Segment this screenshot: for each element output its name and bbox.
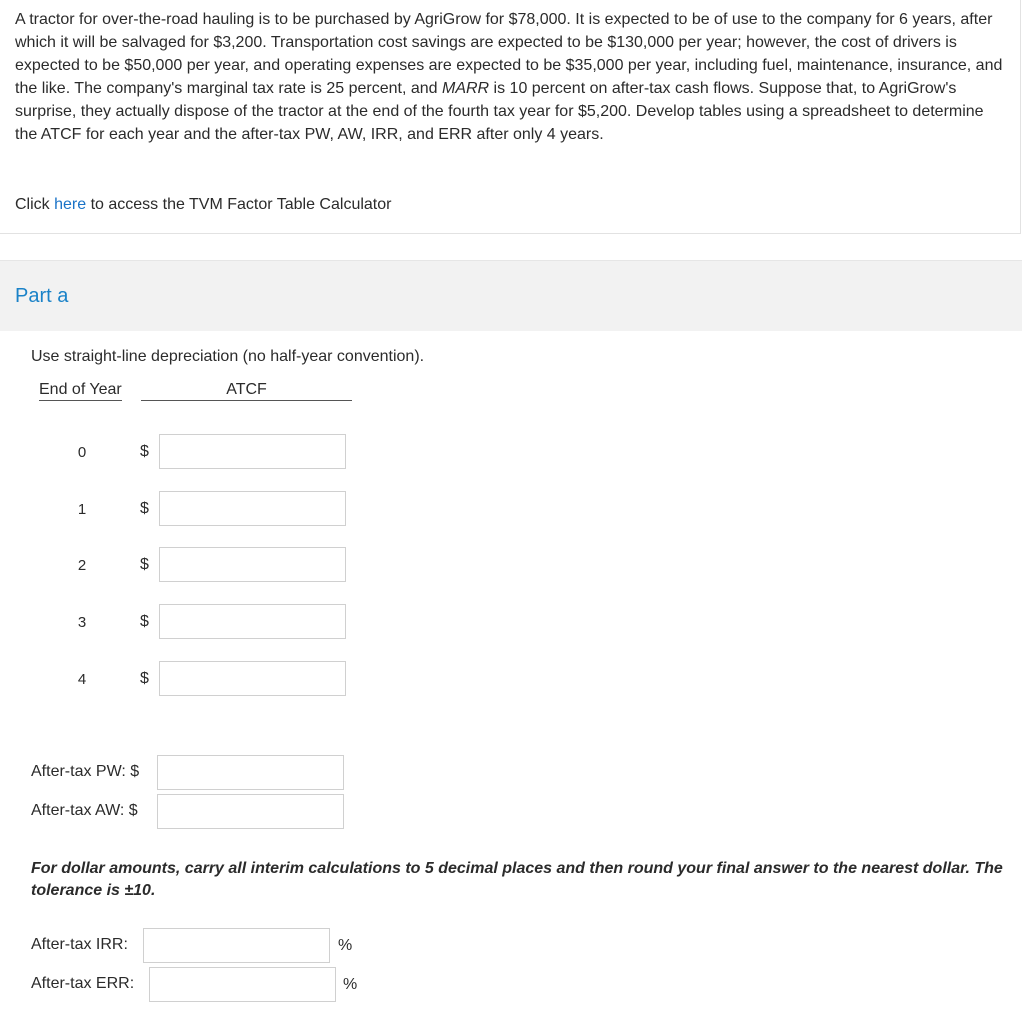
after-tax-err-label: After-tax ERR: — [31, 975, 135, 992]
marr-term: MARR — [441, 80, 490, 97]
dollar-sign: $ — [140, 500, 149, 517]
rounding-note: For dollar amounts, carry all interim calculations to 5 decimal places and then round your final answer to the nearest dollar. The tolerance is ±10. — [31, 860, 1003, 899]
atcf-input-year-2[interactable] — [159, 547, 346, 582]
dollar-sign: $ — [140, 556, 149, 573]
after-tax-err-input[interactable] — [149, 967, 336, 1002]
percent-sign: % — [338, 937, 353, 954]
year-label: 0 — [77, 444, 87, 461]
dollar-sign: $ — [140, 443, 149, 460]
year-label: 1 — [77, 501, 87, 518]
problem-text-1: A tractor for over-the-road hauling is to be purchased by AgriGrow for $78,000. It is expected to be of use to the company for 6 years, after which it will be salvaged for $3,200. Transportation cost savings are expected to be $130,000 per year; however, the cost of drivers is expected to be $50,000 per year, and operating expenses are expected to be $35,000 per year, including fuel, maintenance, insurance, and the like. The company's marginal tax rate is 25 percent, and — [15, 11, 1003, 97]
tvm-prefix: Click — [15, 196, 55, 213]
percent-sign: % — [343, 976, 358, 993]
column-header-atcf: ATCF — [141, 381, 352, 401]
problem-statement-card — [0, 0, 1021, 234]
atcf-input-year-1[interactable] — [159, 491, 346, 526]
year-label: 2 — [77, 557, 87, 574]
part-a-title: Part a — [15, 285, 69, 307]
atcf-input-year-3[interactable] — [159, 604, 346, 639]
after-tax-pw-label: After-tax PW: $ — [31, 763, 140, 780]
after-tax-irr-input[interactable] — [143, 928, 330, 963]
dollar-sign: $ — [140, 613, 149, 630]
part-a-header — [0, 260, 1022, 331]
problem-text-2: is 10 percent on after-tax cash flows. Suppose that, to AgriGrow's surprise, they actually dispose of the tractor at the end of the fourth tax year for $5,200. Develop tables using a spreadsheet to determine the ATCF for each year and the after-tax PW, AW, IRR, and ERR after only 4 years. — [15, 80, 984, 143]
after-tax-aw-input[interactable] — [157, 794, 344, 829]
after-tax-aw-label: After-tax AW: $ — [31, 802, 138, 819]
tvm-calculator-line — [15, 196, 391, 214]
problem-statement — [15, 8, 1005, 146]
atcf-input-year-4[interactable] — [159, 661, 346, 696]
year-label: 3 — [77, 614, 87, 631]
year-label: 4 — [77, 671, 87, 688]
atcf-input-year-0[interactable] — [159, 434, 346, 469]
tvm-calculator-link[interactable]: here — [54, 196, 87, 213]
after-tax-irr-label: After-tax IRR: — [31, 936, 128, 953]
tvm-suffix: to access the TVM Factor Table Calculator — [86, 196, 392, 213]
column-header-end-of-year: End of Year — [39, 381, 122, 401]
instruction-text: Use straight-line depreciation (no half-year convention). — [31, 348, 425, 365]
dollar-sign: $ — [140, 670, 149, 687]
after-tax-pw-input[interactable] — [157, 755, 344, 790]
